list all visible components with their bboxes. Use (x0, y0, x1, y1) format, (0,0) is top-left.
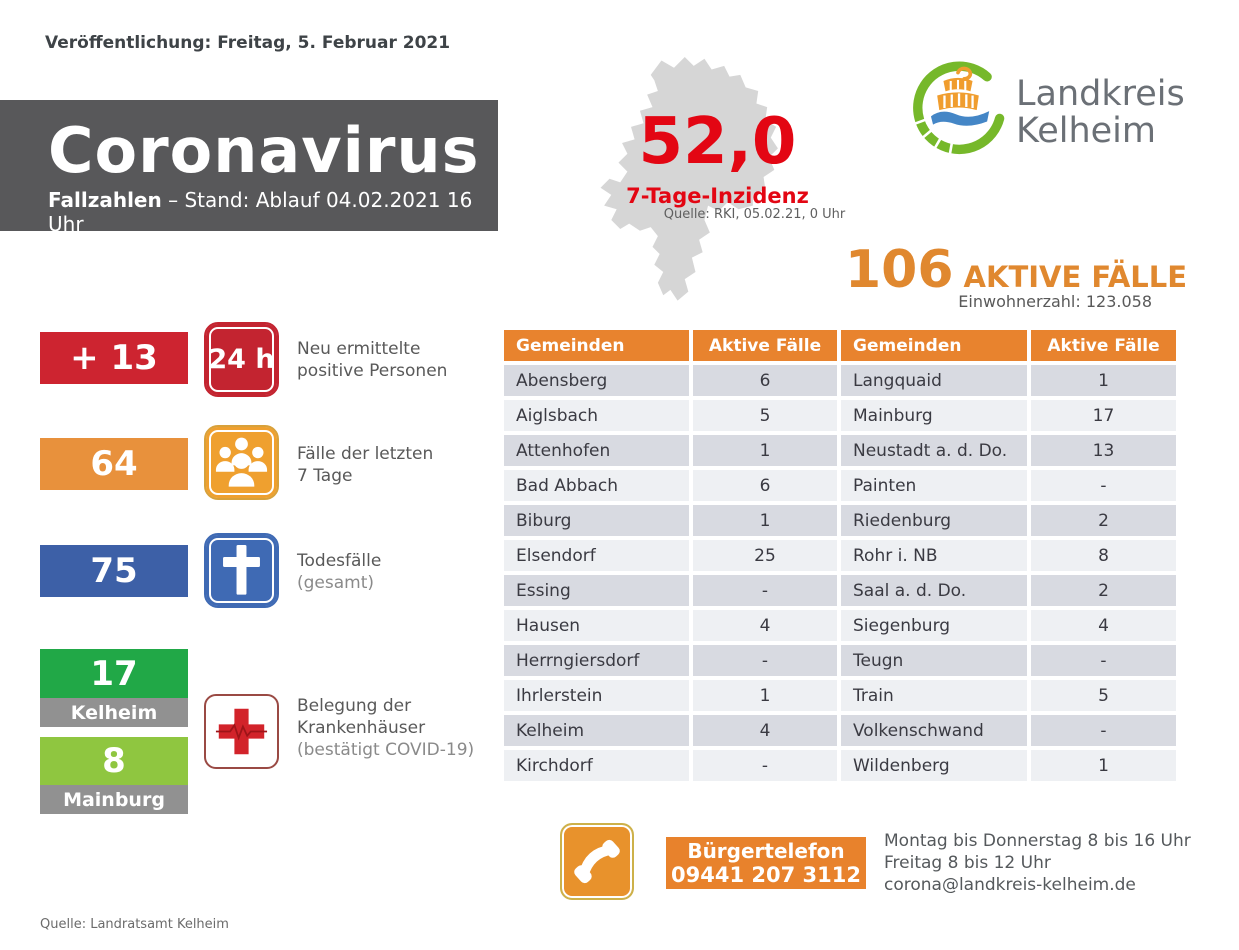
hospital-occupancy-label: Belegung der Krankenhäuser (bestätigt COVID-19) (297, 696, 475, 760)
active-cases-cell: 1 (693, 435, 837, 466)
landkreis-kelheim-logo-icon (906, 56, 1010, 166)
active-cases-cell: 4 (693, 610, 837, 641)
seven-day-cases-label: Fälle der letzten 7 Tage (297, 444, 434, 486)
logo-wordmark (1016, 76, 1185, 150)
active-cases-cell: - (693, 575, 837, 606)
subtitle-bold: Fallzahlen (48, 188, 162, 212)
municipality-name-cell: Wildenberg (841, 750, 1027, 781)
deaths-value-box: 75 (40, 545, 188, 597)
hotline-box (666, 837, 866, 889)
municipality-name-cell: Ihrlerstein (504, 680, 689, 711)
page-title: Coronavirus (48, 114, 480, 187)
people-icon (204, 425, 279, 500)
new-cases-label: Neu ermittelte positive Personen (297, 339, 448, 381)
hotline-number: 09441 207 3112 (671, 863, 861, 887)
active-cases-cell: 8 (1031, 540, 1176, 571)
municipality-name-cell: Riedenburg (841, 505, 1027, 536)
municipality-name-cell: Painten (841, 470, 1027, 501)
municipality-table (504, 330, 1176, 781)
phone-icon (560, 823, 634, 900)
hospital-cross-icon (204, 694, 279, 769)
municipality-name-cell: Kirchdorf (504, 750, 689, 781)
active-cases-cell: 6 (693, 470, 837, 501)
active-cases-cell: - (693, 645, 837, 676)
active-cases-cell: 6 (693, 365, 837, 396)
municipality-name-cell: Aiglsbach (504, 400, 689, 431)
hotline-hours (884, 830, 1191, 896)
logo-line1: Landkreis (1016, 74, 1185, 114)
table-header-cell: Aktive Fälle (1031, 330, 1176, 361)
seven-day-cases-value-box: 64 (40, 438, 188, 490)
active-cases (845, 240, 1188, 300)
municipality-name-cell: Hausen (504, 610, 689, 641)
incidence-value: 52,0 (638, 105, 797, 179)
table-header-cell: Gemeinden (504, 330, 689, 361)
active-cases-cell: 5 (693, 400, 837, 431)
title-subtitle (48, 188, 498, 236)
municipality-name-cell: Mainburg (841, 400, 1027, 431)
municipality-name-cell: Saal a. d. Do. (841, 575, 1027, 606)
mainburg-hospital-value-box: 8 (40, 737, 188, 785)
24h-icon: 24 h (204, 322, 279, 397)
active-cases-cell: 17 (1031, 400, 1176, 431)
active-cases-value: 106 (845, 240, 954, 300)
hotline-title: Bürgertelefon (687, 839, 845, 863)
municipality-name-cell: Elsendorf (504, 540, 689, 571)
map-shape-icon (588, 48, 803, 317)
active-cases-label: AKTIVE FÄLLE (963, 260, 1188, 294)
footer-source: Quelle: Landratsamt Kelheim (40, 917, 229, 932)
municipality-name-cell: Abensberg (504, 365, 689, 396)
active-cases-cell: - (1031, 715, 1176, 746)
cross-icon (204, 533, 279, 608)
active-cases-cell: - (1031, 470, 1176, 501)
active-cases-cell: 5 (1031, 680, 1176, 711)
active-cases-cell: 1 (1031, 365, 1176, 396)
incidence-label: 7-Tage-Inzidenz (626, 184, 809, 208)
municipality-name-cell: Siegenburg (841, 610, 1027, 641)
municipality-name-cell: Essing (504, 575, 689, 606)
publication-date: Veröffentlichung: Freitag, 5. Februar 2021 (45, 33, 451, 53)
active-cases-cell: - (1031, 645, 1176, 676)
active-cases-cell: - (693, 750, 837, 781)
kelheim-hospital-label: Kelheim (40, 698, 188, 727)
municipality-name-cell: Teugn (841, 645, 1027, 676)
active-cases-cell: 1 (693, 680, 837, 711)
hotline-hours-line2: Freitag 8 bis 12 Uhr (884, 853, 1051, 873)
active-cases-cell: 4 (1031, 610, 1176, 641)
active-cases-cell: 25 (693, 540, 837, 571)
active-cases-cell: 4 (693, 715, 837, 746)
population-count: Einwohnerzahl: 123.058 (958, 292, 1152, 311)
new-cases-value-box: + 13 (40, 332, 188, 384)
table-header-cell: Aktive Fälle (693, 330, 837, 361)
active-cases-cell: 2 (1031, 505, 1176, 536)
hotline-email: corona@landkreis-kelheim.de (884, 875, 1136, 895)
municipality-name-cell: Langquaid (841, 365, 1027, 396)
active-cases-cell: 1 (693, 505, 837, 536)
district-map-silhouette (588, 48, 803, 318)
municipality-name-cell: Biburg (504, 505, 689, 536)
title-box (0, 100, 498, 236)
active-cases-cell: 2 (1031, 575, 1176, 606)
incidence-source: Quelle: RKI, 05.02.21, 0 Uhr (663, 207, 846, 222)
subtitle-rest: – Stand: Ablauf 04.02.2021 16 Uhr (48, 188, 473, 236)
logo-line2: Kelheim (1016, 111, 1156, 151)
hotline-hours-line1: Montag bis Donnerstag 8 bis 16 Uhr (884, 831, 1191, 851)
deaths-label: Todesfälle (gesamt) (297, 551, 382, 593)
kelheim-hospital-value-box: 17 (40, 649, 188, 698)
active-cases-cell: 1 (1031, 750, 1176, 781)
municipality-name-cell: Rohr i. NB (841, 540, 1027, 571)
municipality-name-cell: Train (841, 680, 1027, 711)
municipality-name-cell: Herrngiersdorf (504, 645, 689, 676)
table-header-cell: Gemeinden (841, 330, 1027, 361)
active-cases-cell: 13 (1031, 435, 1176, 466)
municipality-name-cell: Kelheim (504, 715, 689, 746)
municipality-name-cell: Attenhofen (504, 435, 689, 466)
municipality-name-cell: Volkenschwand (841, 715, 1027, 746)
municipality-name-cell: Neustadt a. d. Do. (841, 435, 1027, 466)
municipality-name-cell: Bad Abbach (504, 470, 689, 501)
mainburg-hospital-label: Mainburg (40, 785, 188, 814)
